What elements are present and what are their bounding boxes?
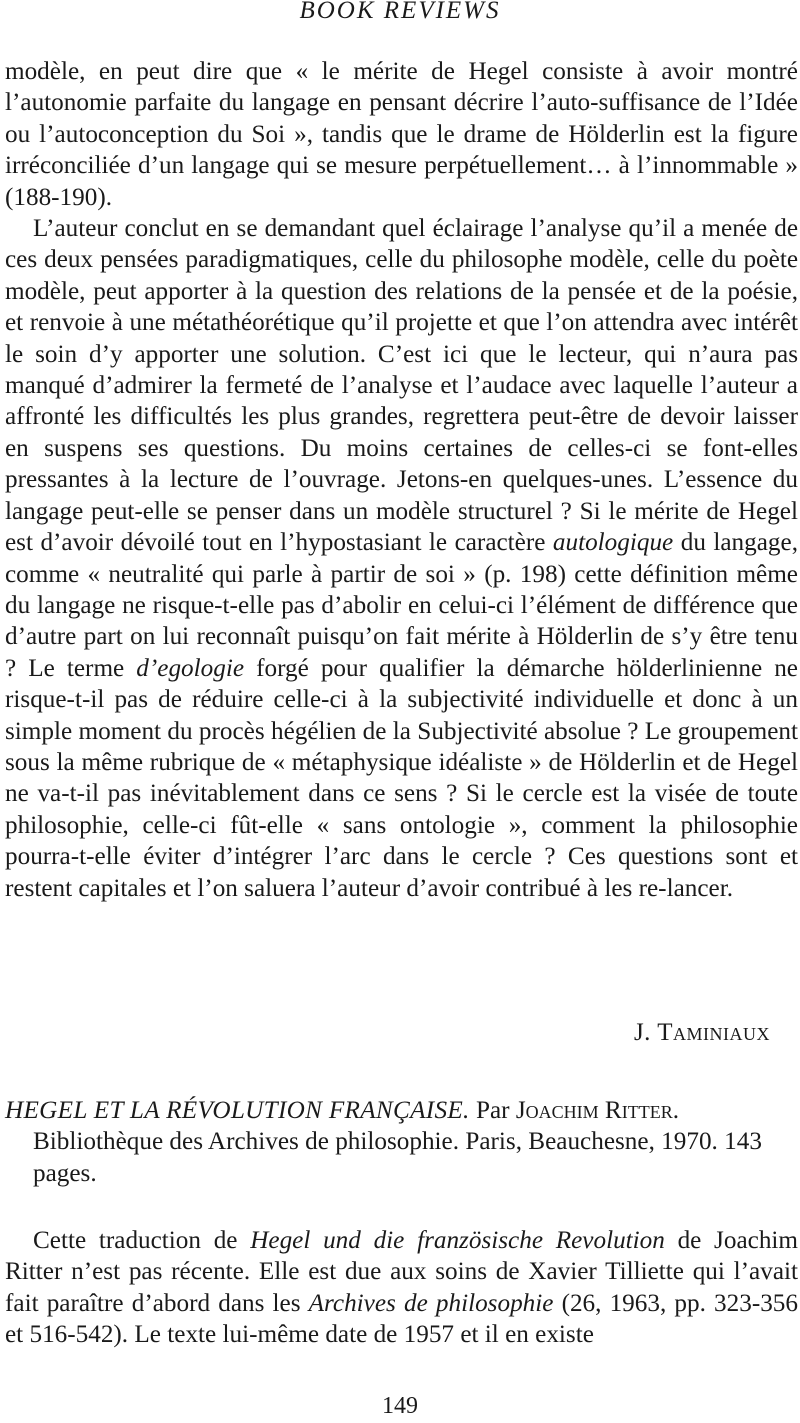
- text-run: du langage, comme « neutralité qui parle à partir de soi » (p. 198) cette définition même du langage ne risque-t-elle pas d’abolir en celui-ci l’élément de différence que d’autre part on lui reconnaît puisqu’on fait mérite à Hölderlin de s’y être tenu ? Le terme: [5, 529, 798, 682]
- text-run: forgé pour qualifier la démarche hölderlinienne ne risque-t-il pas de réduire celle-ci à la subjectivité individuelle et donc à un simple moment du procès hégélien de la Subjectivité absolue ? Le groupement sous la même rubrique de « métaphysique idéaliste » de Hölderlin et de Hegel ne va-t-il pas inévitablement dans ce sens ? Si le cercle est la visée de toute philosophie, celle-ci fût-elle « sans ontologie », comment la philosophie pourra-t-elle éviter d’intégrer l’arc dans le cercle ? Ces questions sont et restent capitales et l’on saluera l’auteur d’avoir contribué à les re-lancer.: [5, 654, 798, 902]
- reviewer-signature: J. Taminiaux: [633, 1019, 770, 1046]
- italic-title: Hegel und die französische Revolution: [250, 1227, 665, 1254]
- text-run: (26, 1963, pp. 323-356 et 516-542). Le texte lui-même date de 1957 et il en existe: [5, 1289, 798, 1349]
- page-number: 149: [382, 1393, 418, 1419]
- italic-title: Archives de philosophie: [308, 1289, 554, 1317]
- italic-term: autologique: [552, 529, 674, 557]
- paragraph: modèle, en peut dire que « le mérite de Hegel consiste à avoir montré l’autonomie parfaite du langage en pensant décrire l’auto-suffisance de l’Idée ou l’autoconception du Soi », tandis que le drame de Hölderlin est la figure irréconciliée d’un langage qui se mesure perpétuellement… à l’innommable » (188-190).: [5, 58, 798, 211]
- book-title: HEGEL ET LA RÉVOLUTION FRANÇAISE.: [5, 1097, 470, 1124]
- running-head: BOOK REVIEWS: [299, 0, 501, 24]
- heading-line: [5, 1095, 798, 1126]
- paragraph: [5, 1225, 798, 1351]
- italic-term: d’egologie: [136, 654, 245, 682]
- paragraph: [5, 213, 798, 904]
- text-run: de Joachim Ritter n’est pas récente. Elle est due aux soins de Xavier Tilliette qui l’avait fait paraître d’abord dans les: [5, 1227, 798, 1317]
- review-heading: [5, 1095, 798, 1189]
- text-run: L’auteur conclut en se demandant quel éclairage l’analyse qu’il a menée de ces deux pensées paradigmatiques, celle du philosophe modèle, celle du poète modèle, peut apporter à la question des relations de la pensée et de la poésie, et renvoie à une métathéorétique qu’il projette et que l’on attendra avec intérêt le soin d’y apporter une solution. C’est ici que le lecteur, qui n’aura pas manqué d’admirer la fermeté de l’analyse et l’audace avec laquelle l’auteur a affronté les difficultés les plus grandes, regrettera peut-être de devoir laisser en suspens ses questions. Du moins certaines de celles-ci se font-elles pressantes à la lecture de l’ouvrage. Jetons-en quelques-unes. L’essence du langage peut-elle se penser dans un modèle structurel ? Si le mérite de Hegel est d’avoir dévoilé tout en l’hypostasiant le caractère: [5, 215, 798, 557]
- text-run: Cette traduction de: [33, 1227, 251, 1254]
- publication-details: Bibliothèque des Archives de philosophie. Paris, Beauchesne, 1970. 143 pages.: [33, 1128, 762, 1187]
- review-taminiaux-text: [5, 56, 798, 904]
- book-author: Joachim Ritter.: [515, 1097, 680, 1124]
- review-ritter-text: [5, 1225, 798, 1351]
- by-label: Par: [469, 1097, 516, 1124]
